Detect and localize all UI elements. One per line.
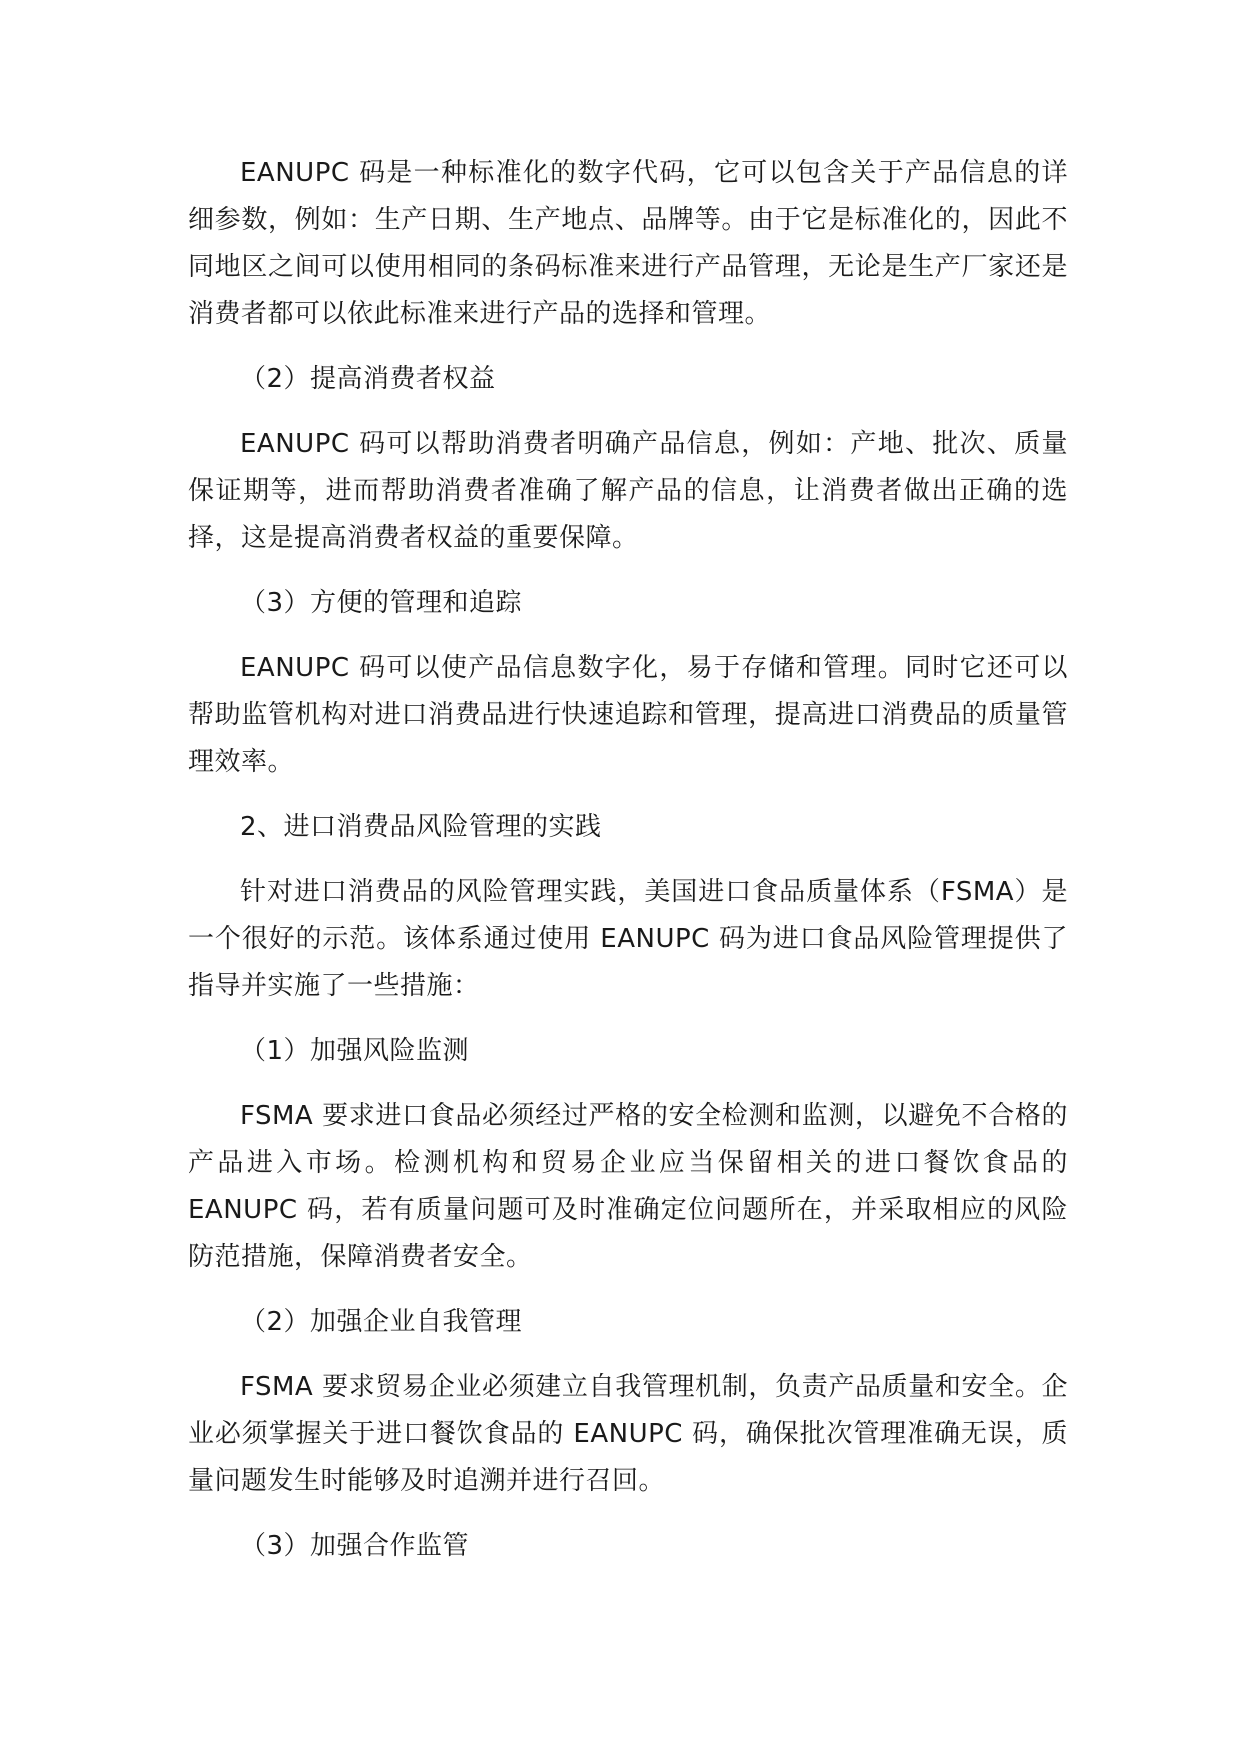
- paragraph-consumer-rights: EANUPC 码可以帮助消费者明确产品信息，例如：产地、批次、质量保证期等，进而帮助消费者准确了解产品的信息，让消费者做出正确的选择，这是提高消费者权益的重要保障。: [188, 429, 1068, 553]
- heading-self-management: （2）加强企业自我管理: [240, 1307, 523, 1337]
- paragraph-eanupc-definition: EANUPC 码是一种标准化的数字代码，它可以包含关于产品信息的详细参数，例如：生产日期、生产地点、品牌等。由于它是标准化的，因此不同地区之间可以使用相同的条码标准来进行产品管理，无论是生产厂家还是消费者都可以依此标准来进行产品的选择和管理。: [188, 158, 1068, 329]
- paragraph-self-management: FSMA 要求贸易企业必须建立自我管理机制，负责产品质量和安全。企业必须掌握关于进口餐饮食品的 EANUPC 码，确保批次管理准确无误，质量问题发生时能够及时追溯并进行召回。: [188, 1372, 1068, 1496]
- heading-consumer-rights: （2）提高消费者权益: [240, 364, 496, 394]
- paragraph-management-tracking: EANUPC 码可以使产品信息数字化，易于存储和管理。同时它还可以帮助监管机构对进口消费品进行快速追踪和管理，提高进口消费品的质量管理效率。: [188, 653, 1068, 777]
- heading-cooperative-supervision: （3）加强合作监管: [240, 1531, 470, 1561]
- heading-risk-monitoring: （1）加强风险监测: [240, 1036, 470, 1066]
- paragraph-risk-monitoring: FSMA 要求进口食品必须经过严格的安全检测和监测，以避免不合格的产品进入市场。检测机构和贸易企业应当保留相关的进口餐饮食品的 EANUPC 码，若有质量问题可及时准确定位问题所在，并采取相应的风险防范措施，保障消费者安全。: [188, 1101, 1068, 1272]
- heading-risk-management-practice: 2、进口消费品风险管理的实践: [240, 812, 602, 842]
- paragraph-fsma-intro: 针对进口消费品的风险管理实践，美国进口食品质量体系（FSMA）是一个很好的示范。该体系通过使用 EANUPC 码为进口食品风险管理提供了指导并实施了一些措施：: [188, 877, 1068, 1001]
- heading-management-tracking: （3）方便的管理和追踪: [240, 588, 523, 618]
- document-page: [188, 150, 1068, 1650]
